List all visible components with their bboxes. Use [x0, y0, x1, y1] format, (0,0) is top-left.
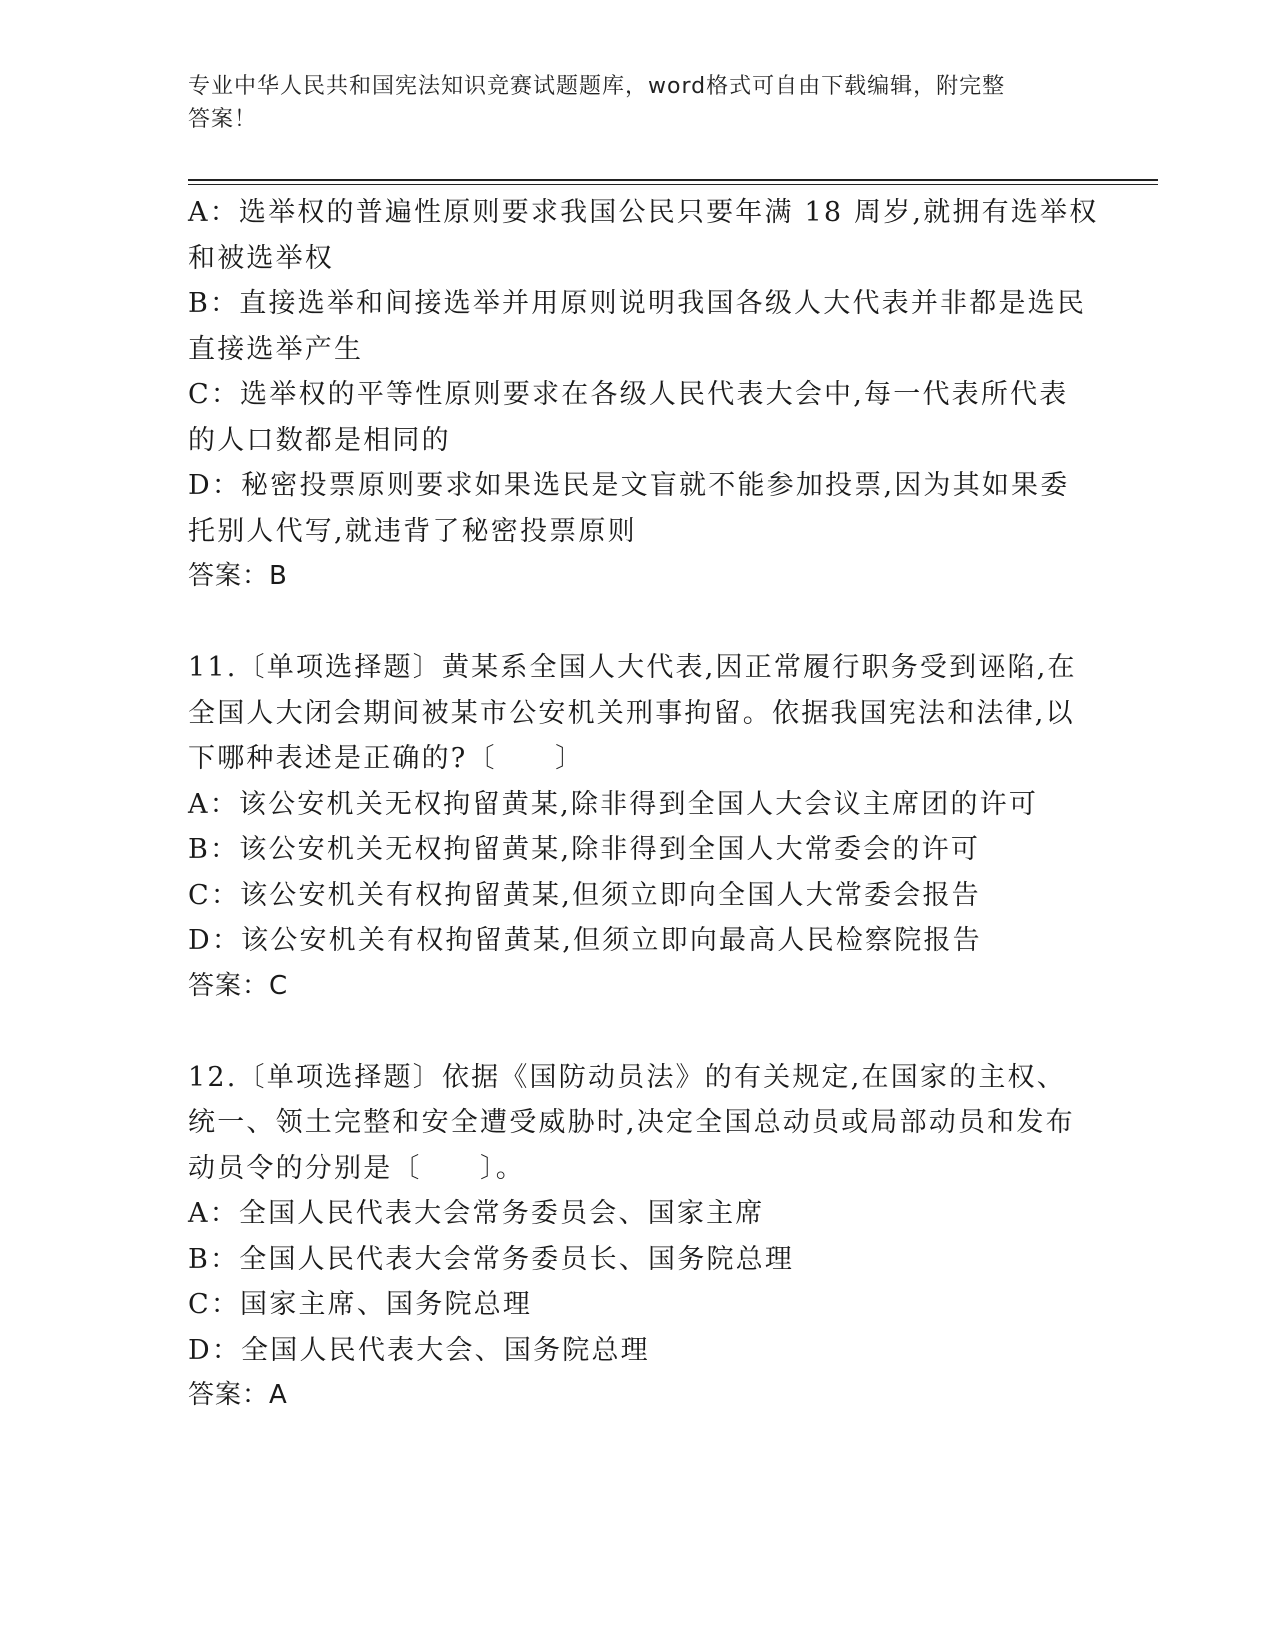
option-b: B：该公安机关无权拘留黄某,除非得到全国人大常委会的许可 [188, 834, 981, 865]
question-stem-line-2: 全国人大闭会期间被某市公安机关刑事拘留。依据我国宪法和法律,以 [188, 697, 1075, 729]
header-rule-thick [188, 179, 1158, 181]
option-d-line-2: 托别人代写,就违背了秘密投票原则 [188, 515, 637, 547]
question-12 [188, 1055, 1088, 1419]
option-d: D：该公安机关有权拘留黄某,但须立即向最高人民检察院报告 [188, 925, 982, 956]
spacer [188, 600, 1088, 646]
option-b: B：全国人民代表大会常务委员长、国务院总理 [188, 1243, 795, 1275]
option-a-line-1: A：选举权的普遍性原则要求我国公民只要年满 18 周岁,就拥有选举权 [188, 197, 1099, 228]
question-stem-line-1: 12.〔单项选择题〕依据《国防动员法》的有关规定,在国家的主权、 [188, 1061, 1066, 1093]
option-b-line-1: B：直接选举和间接选举并用原则说明我国各级人大代表并非都是选民 [188, 288, 1087, 319]
answer-line: 答案：B [188, 561, 288, 591]
spacer [188, 1009, 1088, 1055]
header-rule-thin [188, 184, 1158, 185]
option-c-line-2: 的人口数都是相同的 [188, 424, 451, 456]
page-header [188, 70, 1088, 136]
header-line-2: 答案！ [188, 107, 258, 132]
option-a-line-2: 和被选举权 [188, 242, 334, 274]
option-c: C：国家主席、国务院总理 [188, 1289, 533, 1320]
answer-line: 答案：A [188, 1380, 288, 1410]
option-d-line-1: D：秘密投票原则要求如果选民是文盲就不能参加投票,因为其如果委 [188, 470, 1070, 501]
answer-line: 答案：C [188, 970, 289, 1001]
option-c-line-1: C：选举权的平等性原则要求在各级人民代表大会中,每一代表所代表 [188, 379, 1069, 410]
option-a: A：该公安机关无权拘留黄某,除非得到全国人大会议主席团的许可 [188, 788, 1039, 820]
question-11 [188, 645, 1088, 1009]
option-a: A：全国人民代表大会常务委员会、国家主席 [188, 1198, 765, 1229]
document-body [188, 190, 1099, 1419]
question-stem-line-1: 11.〔单项选择题〕黄某系全国人大代表,因正常履行职务受到诬陷,在 [188, 652, 1077, 683]
question-stem-line-3: 下哪种表述是正确的?〔 〕 [188, 743, 585, 774]
option-b-line-2: 直接选举产生 [188, 333, 364, 365]
question-stem-line-2: 统一、领土完整和安全遭受威胁时,决定全国总动员或局部动员和发布 [188, 1107, 1075, 1138]
header-line-1: 专业中华人民共和国宪法知识竞赛试题题库，word格式可自由下载编辑，附完整 [188, 74, 1006, 99]
question-10 [188, 190, 1099, 600]
option-d: D：全国人民代表大会、国务院总理 [188, 1334, 650, 1366]
question-stem-line-3: 动员令的分别是〔 〕。 [188, 1152, 525, 1184]
option-c: C：该公安机关有权拘留黄某,但须立即向全国人大常委会报告 [188, 879, 981, 911]
